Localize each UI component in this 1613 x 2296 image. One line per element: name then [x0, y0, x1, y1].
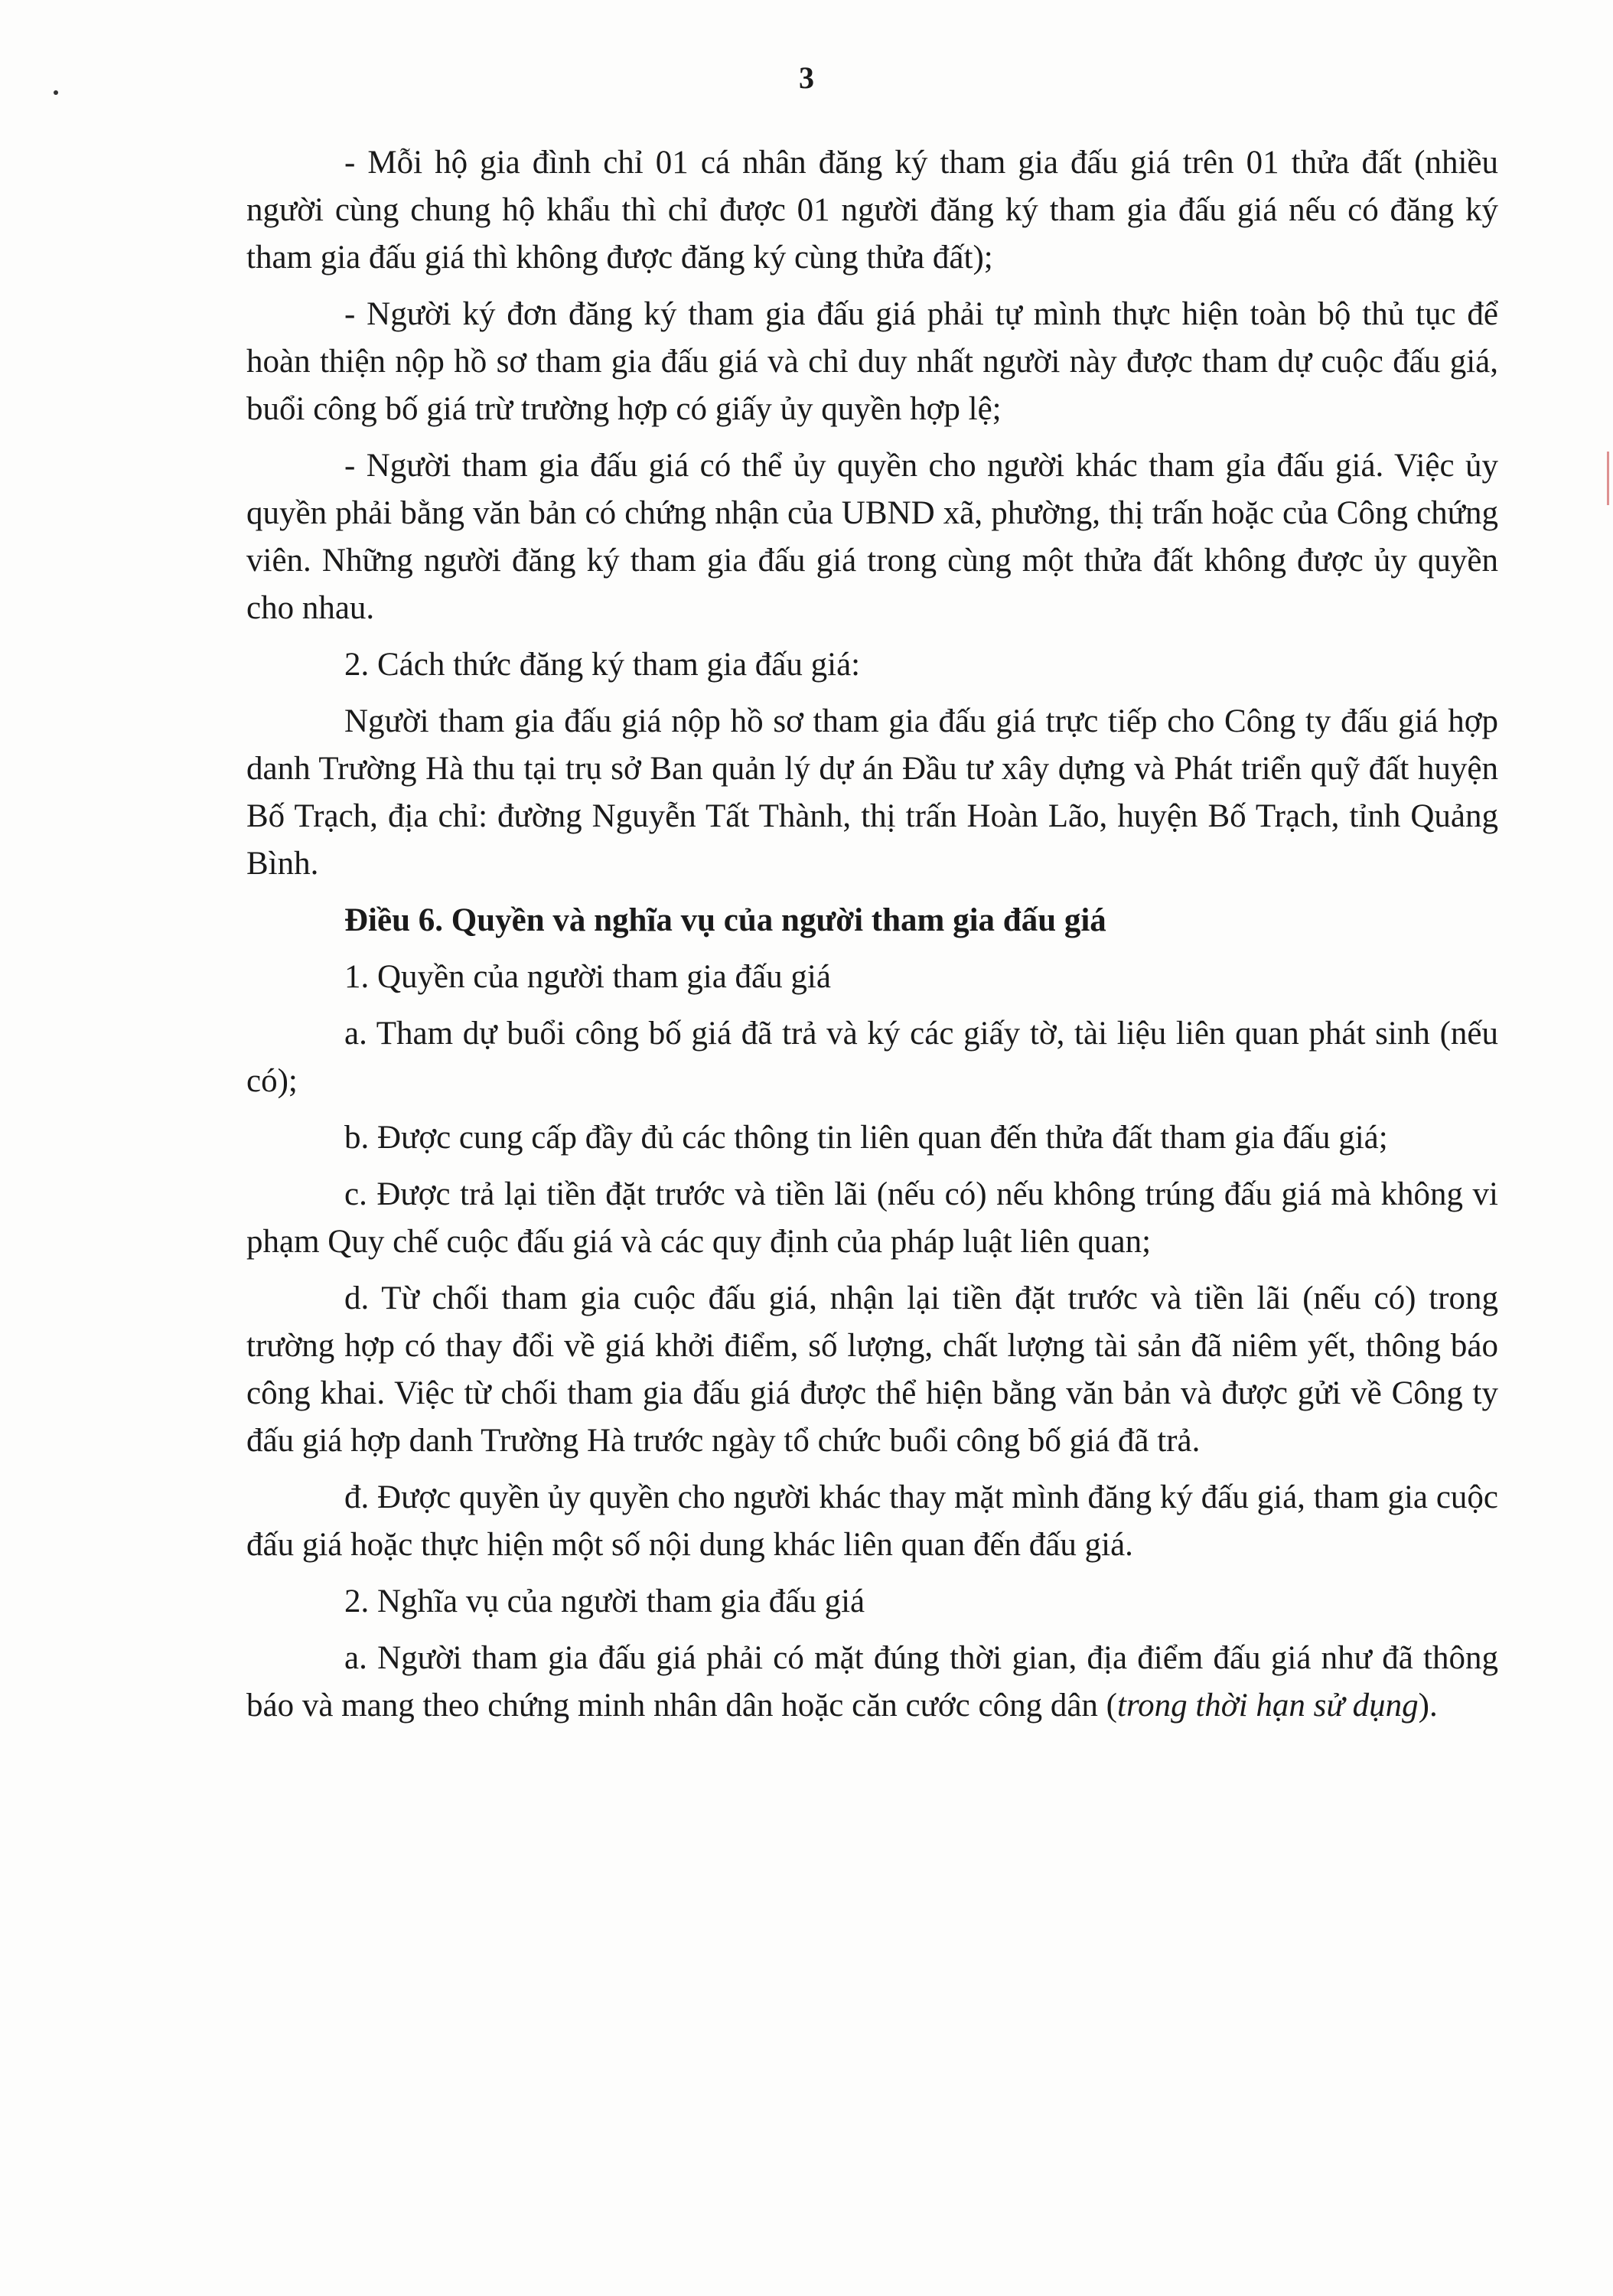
paragraph-authorization-rule: - Người tham gia đấu giá có thể ủy quyền cho người khác tham gỉa đấu giá. Việc ủy quyền phải bằng văn bản có chứng nhận của UBND xã, phường, thị trấn hoặc của Công chứng viên. Những người đăng ký tham gia đấu giá trong cùng một thửa đất không được ủy quyền cho nhau. — [246, 448, 1498, 626]
paragraph-right-a: a. Tham dự buổi công bố giá đã trả và ký các giấy tờ, tài liệu liên quan phát sinh (nếu có); — [246, 1016, 1498, 1099]
paragraph-rights-heading: 1. Quyền của người tham gia đấu giá — [344, 959, 831, 995]
scan-edge-mark — [1607, 452, 1609, 505]
paragraph-right-c: c. Được trả lại tiền đặt trước và tiền lãi (nếu có) nếu không trúng đấu giá mà không vi phạm Quy chế cuộc đấu giá và các quy định của pháp luật liên quan; — [246, 1176, 1498, 1260]
obligation-a-end: ). — [1418, 1688, 1438, 1724]
paragraph-signer-rule: - Người ký đơn đăng ký tham gia đấu giá phải tự mình thực hiện toàn bộ thủ tục để hoàn thiện nộp hồ sơ tham gia đấu giá và chỉ duy nhất người này được tham dự cuộc đấu giá, buổi công bố giá trừ trường hợp có giấy ủy quyền hợp lệ; — [246, 296, 1498, 427]
obligation-a-text: a. Người tham gia đấu giá phải có mặt đúng thời gian, địa điểm đấu giá như đã thông báo và mang theo chứng minh nhân dân hoặc căn cước công dân ( — [246, 1640, 1498, 1724]
document-body — [246, 139, 1498, 1739]
obligation-a-italic: trong thời hạn sử dụng — [1117, 1688, 1419, 1724]
article-6-heading: Điều 6. Quyền và nghĩa vụ của người tham gia đấu giá — [344, 902, 1106, 938]
paragraph-household-rule: - Mỗi hộ gia đình chỉ 01 cá nhân đăng ký tham gia đấu giá trên 01 thửa đất (nhiều người cùng chung hộ khẩu thì chỉ được 01 người đăng ký tham gia đấu giá nếu có đăng ký tham gia đấu giá thì không được đăng ký cùng thửa đất); — [246, 145, 1498, 276]
paragraph-right-d: d. Từ chối tham gia cuộc đấu giá, nhận lại tiền đặt trước và tiền lãi (nếu có) trong trường hợp có thay đổi về giá khởi điểm, số lượng, chất lượng tài sản đã niêm yết, thông báo công khai. Việc từ chối tham gia đấu giá được thể hiện bằng văn bản và được gửi về Công ty đấu giá hợp danh Trường Hà trước ngày tổ chức buổi công bố giá đã trả. — [246, 1280, 1498, 1459]
paragraph-right-b: b. Được cung cấp đầy đủ các thông tin liên quan đến thửa đất tham gia đấu giá; — [344, 1120, 1388, 1156]
paragraph-right-dd: đ. Được quyền ủy quyền cho người khác thay mặt mình đăng ký đấu giá, tham gia cuộc đấu giá hoặc thực hiện một số nội dung khác liên quan đến đấu giá. — [246, 1479, 1498, 1563]
paragraph-obligations-heading: 2. Nghĩa vụ của người tham gia đấu giá — [344, 1583, 865, 1619]
page-number: 3 — [799, 60, 814, 95]
paragraph-obligation-a — [246, 1635, 1498, 1730]
paragraph-registration-method-heading: 2. Cách thức đăng ký tham gia đấu giá: — [344, 647, 861, 683]
paragraph-registration-method: Người tham gia đấu giá nộp hồ sơ tham gia đấu giá trực tiếp cho Công ty đấu giá hợp danh Trường Hà thu tại trụ sở Ban quản lý dự án Đầu tư xây dựng và Phát triển quỹ đất huyện Bố Trạch, địa chỉ: đường Nguyễn Tất Thành, thị trấn Hoàn Lão, huyện Bố Trạch, tỉnh Quảng Bình. — [246, 703, 1498, 882]
